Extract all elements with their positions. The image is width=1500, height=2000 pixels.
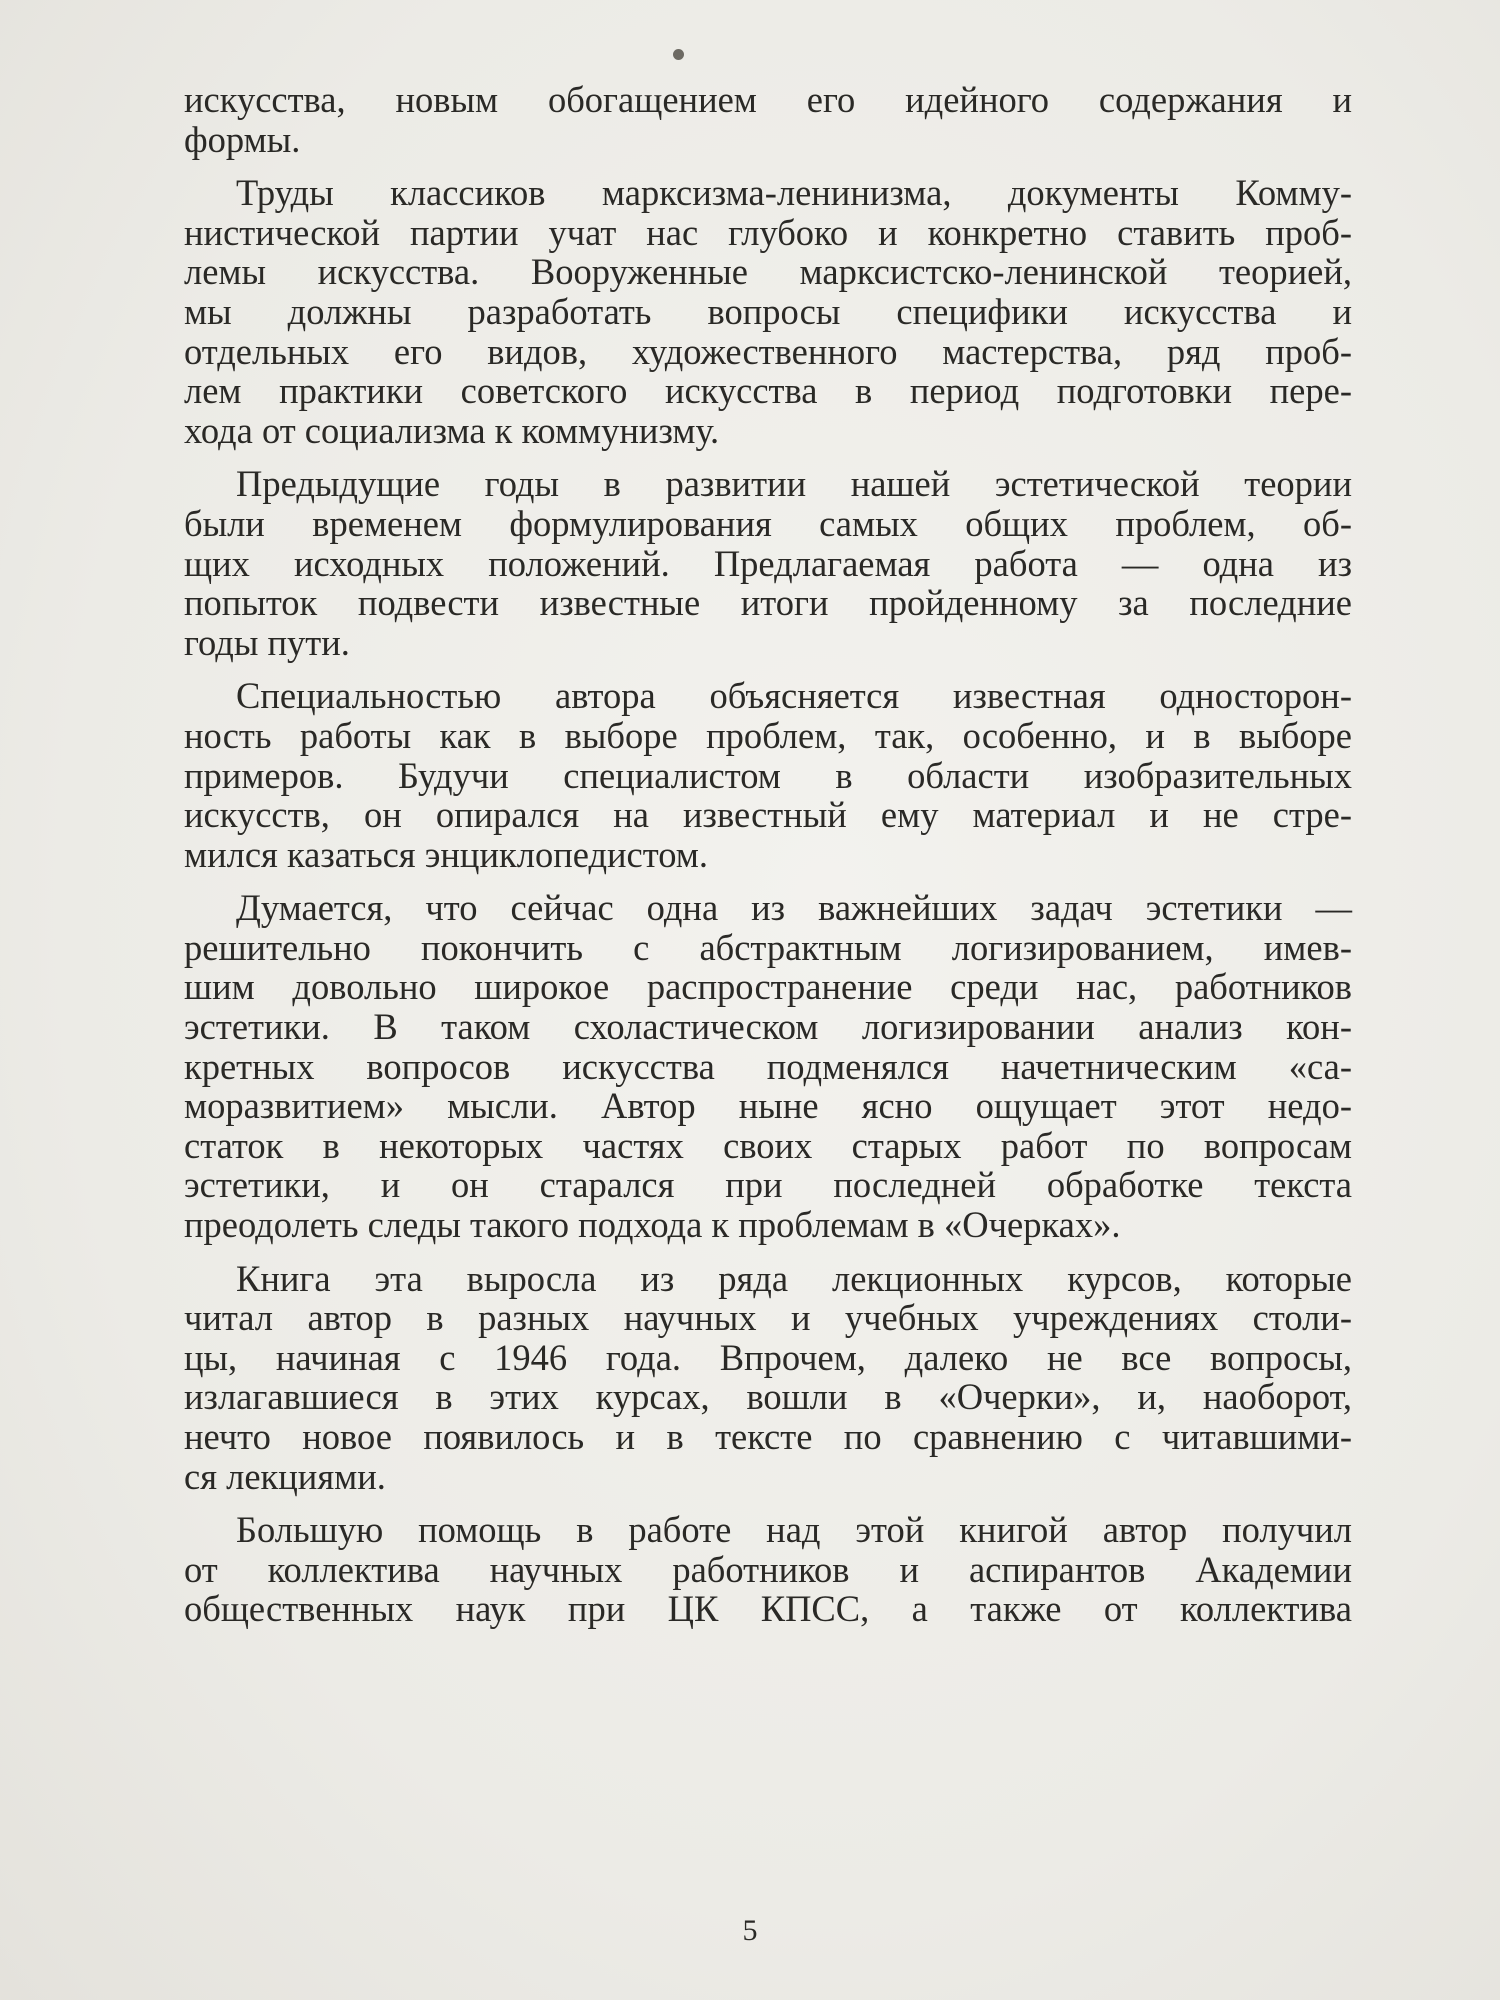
text-line: искусств, он опирался на известный ему материал и не стре-	[184, 794, 1352, 836]
text-line: эстетики, и он старался при последней обработке текста	[184, 1164, 1352, 1206]
text-line: эстетики. В таком схоластическом логизировании анализ кон-	[184, 1006, 1352, 1048]
paragraph-gap	[184, 1496, 1352, 1510]
paragraph-gap	[184, 159, 1352, 173]
text-line: Предыдущие годы в развитии нашей эстетической теории	[236, 463, 1352, 505]
text-line: Думается, что сейчас одна из важнейших задач эстетики —	[236, 887, 1352, 929]
text-line: лем практики советского искусства в период подготовки пере-	[184, 370, 1352, 412]
text-line: излагавшиеся в этих курсах, вошли в «Очерки», и, наоборот,	[184, 1376, 1352, 1418]
text-line: от коллектива научных работников и аспирантов Академии	[184, 1548, 1352, 1590]
text-line: читал автор в разных научных и учебных учреждениях столи-	[184, 1297, 1352, 1339]
paragraph	[184, 676, 1352, 874]
text-line: лемы искусства. Вооруженные марксистско-ленинской теорией,	[184, 251, 1352, 293]
text-line: Труды классиков марксизма-ленинизма, документы Комму-	[236, 172, 1352, 214]
text-line: моразвитием» мысли. Автор ныне ясно ощущает этот недо-	[184, 1085, 1352, 1127]
text-line: шим довольно широкое распространение среди нас, работников	[184, 966, 1352, 1008]
paragraph-gap	[184, 874, 1352, 888]
text-line: общественных наук при ЦК КПСС, а также от коллектива	[184, 1588, 1352, 1630]
text-line: отдельных его видов, художественного мастерства, ряд проб-	[184, 330, 1352, 372]
text-line: были временем формулирования самых общих проблем, об-	[184, 502, 1352, 544]
text-line: хода от социализма к коммунизму.	[184, 409, 720, 451]
paragraph	[184, 464, 1352, 662]
text-line: мился казаться энциклопедистом.	[184, 833, 708, 875]
paragraph	[184, 888, 1352, 1244]
text-line: примеров. Будучи специалистом в области изобразительных	[184, 754, 1352, 796]
paper-speck	[673, 49, 684, 60]
text-line: преодолеть следы такого подхода к проблемам в «Очерках».	[184, 1204, 1121, 1246]
text-line: ся лекциями.	[184, 1455, 386, 1497]
text-line: годы пути.	[184, 621, 350, 663]
paragraph-gap	[184, 662, 1352, 676]
text-line: статок в некоторых частях своих старых работ по вопросам	[184, 1124, 1352, 1166]
text-line: цы, начиная с 1946 года. Впрочем, далеко не все вопросы,	[184, 1336, 1352, 1378]
body-text	[184, 80, 1352, 1629]
text-line: нистической партии учат нас глубоко и конкретно ставить проб-	[184, 211, 1352, 253]
text-line: искусства, новым обогащением его идейного содержания и	[184, 79, 1352, 120]
paragraph-gap	[184, 1245, 1352, 1259]
text-line: ность работы как в выборе проблем, так, особенно, и в выборе	[184, 714, 1352, 756]
text-line: мы должны разработать вопросы специфики искусства и	[184, 290, 1352, 332]
text-line: Книга эта выросла из ряда лекционных курсов, которые	[236, 1257, 1352, 1299]
page-number: 5	[742, 1914, 758, 1947]
text-line: кретных вопросов искусства подменялся начетническим «са-	[184, 1045, 1352, 1087]
text-line: решительно покончить с абстрактным логизированием, имев-	[184, 926, 1352, 968]
paragraph	[184, 1259, 1352, 1497]
text-line: щих исходных положений. Предлагаемая работа — одна из	[184, 542, 1352, 584]
paragraph	[184, 80, 1352, 159]
paragraph-gap	[184, 450, 1352, 464]
paragraph	[184, 1510, 1352, 1629]
paragraph	[184, 173, 1352, 450]
text-line: попыток подвести известные итоги пройденному за последние	[184, 582, 1352, 624]
text-line: Специальностью автора объясняется известная односторон-	[236, 675, 1352, 717]
text-line: формы.	[184, 118, 301, 160]
text-line: нечто новое появилось и в тексте по сравнению с читавшими-	[184, 1416, 1352, 1457]
text-line: Большую помощь в работе над этой книгой автор получил	[236, 1509, 1352, 1551]
